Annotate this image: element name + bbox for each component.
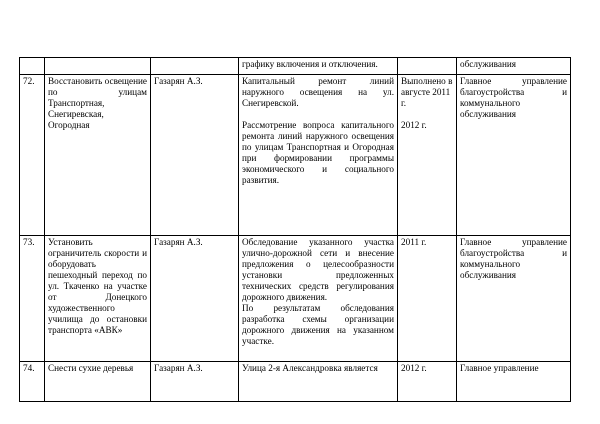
actions-cell: [239, 362, 398, 402]
term-text: 2012 г.: [401, 363, 427, 373]
person-cell: Газарян А.З.: [151, 362, 239, 402]
action-text: По результатам обследования разработка схемы организации дорожного движения на указанном участке.: [242, 303, 394, 346]
term-text: Выполнено в августе 2011 г.: [401, 76, 453, 108]
action-text: Капитальный ремонт линий наружного освещения на ул. Снегиревской.: [242, 76, 394, 108]
action-text: Улица 2-я Александровка является: [242, 363, 378, 373]
term-text: 2012 г.: [401, 120, 427, 130]
task-cell: Снести сухие деревья: [45, 362, 151, 402]
term-text: 2011 г.: [401, 237, 427, 247]
responsible-cell: обслуживания: [457, 58, 571, 75]
action-text: графику включения и отключения.: [242, 59, 378, 69]
term-cell: [398, 362, 457, 402]
table-row: [20, 236, 571, 362]
term-cell: [398, 58, 457, 75]
actions-cell: [239, 58, 398, 75]
person-cell: Газарян А.З.: [151, 236, 239, 362]
person-cell: [151, 58, 239, 75]
actions-cell: [239, 75, 398, 236]
task-cell: Восстановить освещение по улицам Транспортная, Снегиревская, Огородная: [45, 75, 151, 236]
table-row: [20, 58, 571, 75]
actions-cell: [239, 236, 398, 362]
table-row: [20, 75, 571, 236]
row-number-cell: 74.: [20, 362, 45, 402]
plan-table: [19, 57, 571, 402]
responsible-cell: Главное управление благоустройства и коммунального обслуживания: [457, 236, 571, 362]
responsible-cell: Главное управление благоустройства и коммунального обслуживания: [457, 75, 571, 236]
person-cell: Газарян А.З.: [151, 75, 239, 236]
term-cell: [398, 75, 457, 236]
table-row: [20, 362, 571, 402]
row-number-cell: [20, 58, 45, 75]
action-text: Рассмотрение вопроса капитального ремонта линий наружного освещения по улицам Транспортная и Огородная при формировании программы экономического и социального развития.: [242, 120, 394, 185]
task-cell: Установить ограничитель скорости и оборудовать пешеходный переход по ул. Ткаченко на участке от Донецкого художественного училища до остановки транспорта «АВК»: [45, 236, 151, 362]
responsible-cell: Главное управление: [457, 362, 571, 402]
action-text: Обследование указанного участка улично-дорожной сети и внесение предложения о целесообразности установки предложенных технических средств регулирования дорожного движения.: [242, 237, 394, 302]
term-cell: [398, 236, 457, 362]
task-cell: [45, 58, 151, 75]
row-number-cell: 73.: [20, 236, 45, 362]
row-number-cell: 72.: [20, 75, 45, 236]
